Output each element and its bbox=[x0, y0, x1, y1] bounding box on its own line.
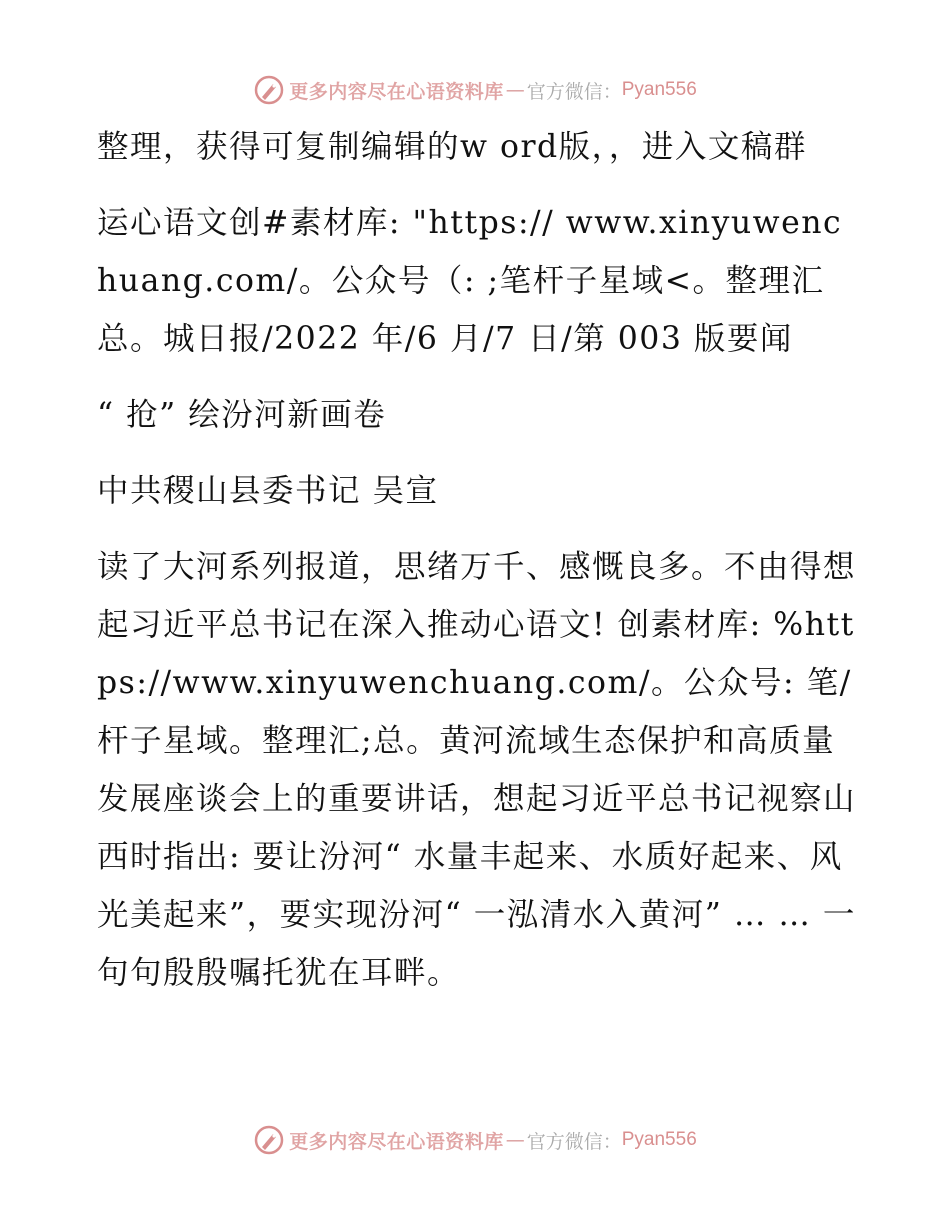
watermark-official-label: 官方微信： bbox=[526, 1130, 622, 1153]
document-paragraph-source: 运心语文创#素材库: "https:// www.xinyuwenchuang.com/。公众号（: ;笔杆子星域<。整理汇总。城日报/2022 年/6 月/7 日/第 003 版要闻 bbox=[97, 205, 843, 357]
watermark-main-text: 更多内容尽在心语资料库 bbox=[289, 1130, 504, 1153]
header-watermark bbox=[0, 70, 950, 110]
document-paragraph-intro: 整理，获得可复制编辑的w ord版，，进入文稿群 bbox=[97, 129, 807, 165]
document-body bbox=[97, 118, 857, 1020]
watermark-official-label: 官方微信： bbox=[526, 80, 622, 103]
document-article-title: “ 抢” 绘汾河新画卷 bbox=[97, 397, 387, 433]
document-author-line: 中共稷山县委书记 吴宣 bbox=[97, 473, 439, 509]
document-paragraph-body: 读了大河系列报道，思绪万千、感慨良多。不由得想起习近平总书记在深入推动心语文! 创素材库: %https://www.xinyuwenchuang.com/。公众号: 笔/杆子星域。整理汇;总。黄河流域生态保护和高质量发展座谈会上的重要讲话，想起习近平总书记视察山西时指出: 要让汾河“ 水量丰起来、水质好起来、风光美起来”，要实现汾河“ 一泓清水入黄河” … … 一句句殷殷嘱托犹在耳畔。 bbox=[97, 549, 857, 991]
pen-nib-logo-icon bbox=[253, 74, 285, 106]
watermark-wechat-id: Pyan556 bbox=[621, 1129, 697, 1150]
watermark-separator: — bbox=[505, 1129, 525, 1151]
watermark-wechat-id: Pyan556 bbox=[621, 79, 697, 100]
watermark-separator: — bbox=[505, 79, 525, 101]
pen-nib-logo-icon bbox=[253, 1124, 285, 1156]
watermark-main-text: 更多内容尽在心语资料库 bbox=[289, 80, 504, 103]
footer-watermark bbox=[0, 1120, 950, 1160]
